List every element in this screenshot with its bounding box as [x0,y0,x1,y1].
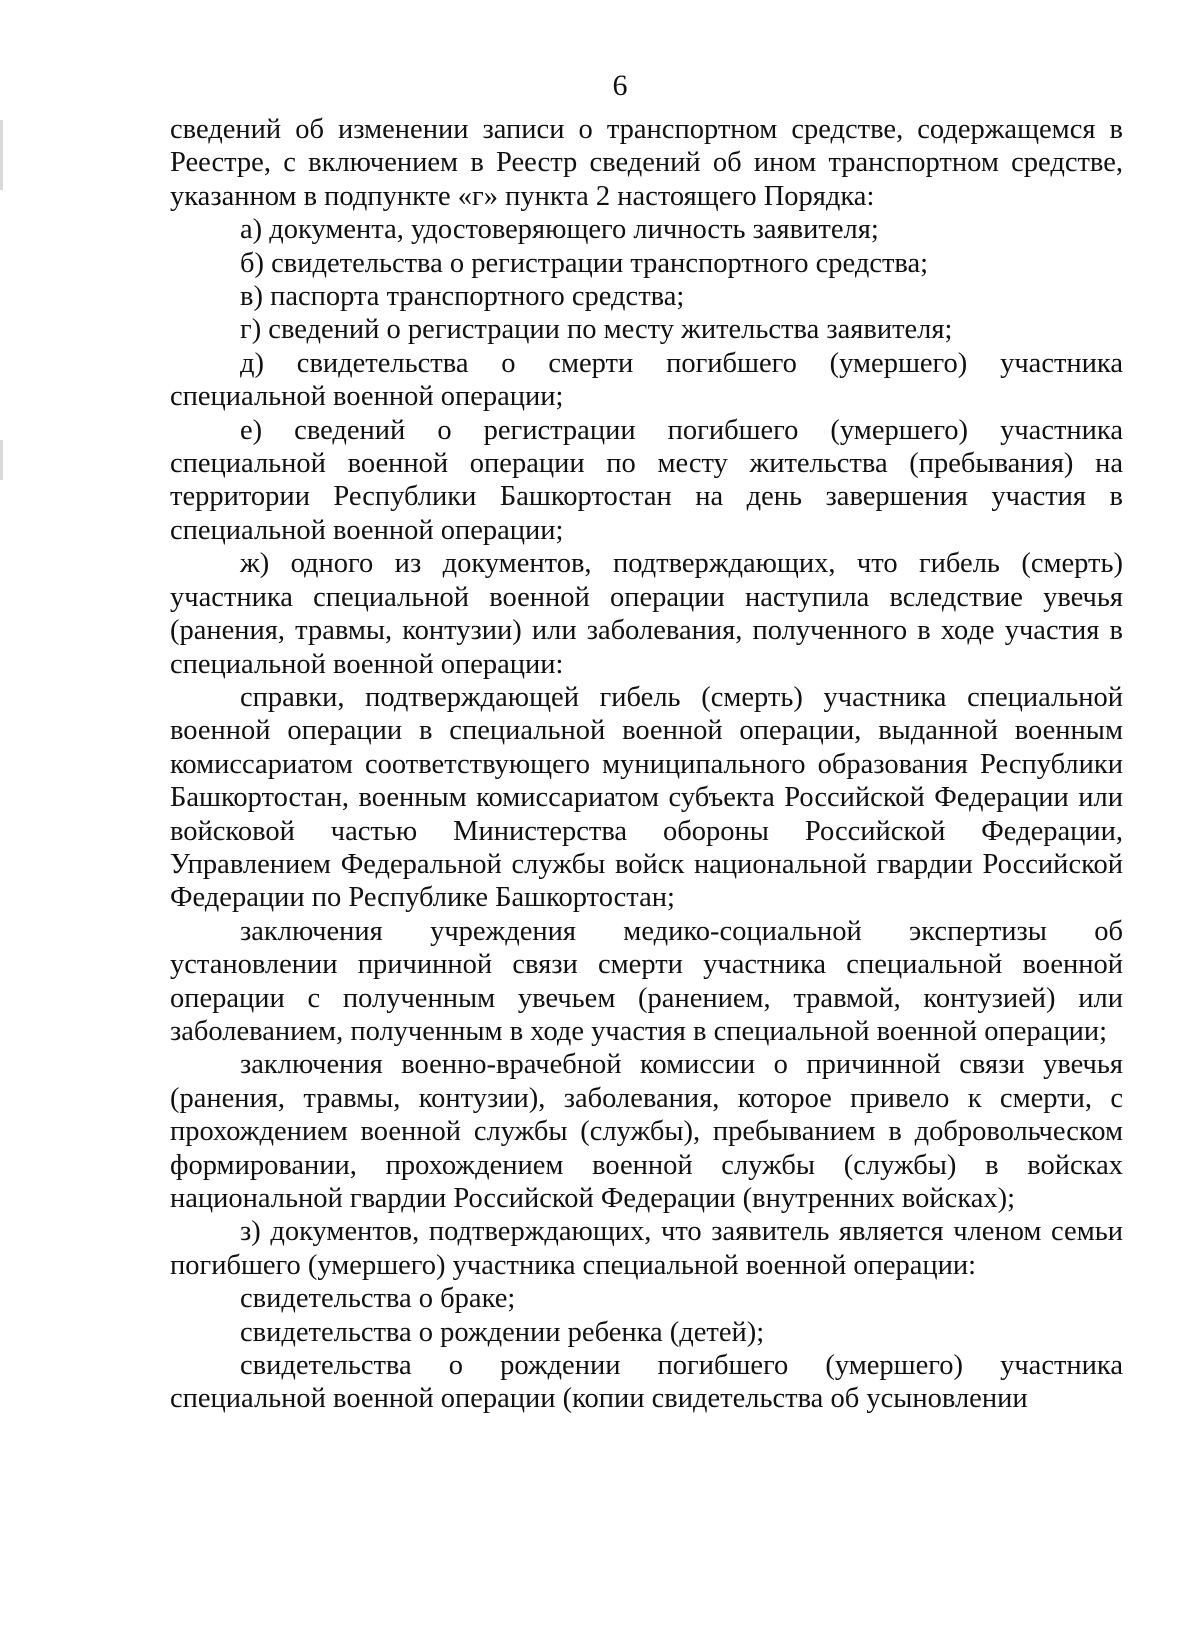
scan-edge-mark [0,440,3,480]
sub-item-mse-conclusion: заключения учреждения медико-социальной экспертизы об установлении причинной связи смерти участника специальной военной операции с полученным увечьем (ранением, травмой, контузией) или заболеванием, полученным в ходе участия в специальной военной операции; [170,915,1123,1047]
sub-item-certificate: справки, подтверждающей гибель (смерть) участника специальной военной операции в специальной военной операции, выданной военным комиссариатом соответствующего муниципального образования Республики Башкортостан, военным комиссариатом субъекта Российской Федерации или войсковой частью Министерства обороны Российской Федерации, Управлением Федеральной службы войск национальной гвардии Российской Федерации по Республике Башкортостан; [170,681,1123,914]
list-item-d: д) свидетельства о смерти погибшего (умершего) участника специальной военной операции; [170,347,1123,413]
document-body [170,113,1123,1416]
sub-item-vvk-conclusion: заключения военно-врачебной комиссии о причинной связи увечья (ранения, травмы, контузии), заболевания, которое привело к смерти, с прохождением военной службы (службы), пребыванием в добровольческом формировании, прохождением военной службы (службы) в войсках национальной гвардии Российской Федерации (внутренних войсках); [170,1049,1123,1214]
sub-item-marriage: свидетельства о браке; [240,1283,516,1315]
sub-item-child-birth: свидетельства о рождении ребенка (детей); [240,1316,765,1348]
list-item-zh: ж) одного из документов, подтверждающих, что гибель (смерть) участника специальной военной операции наступила вследствие увечья (ранения, травмы, контузии) или заболевания, полученного в ходе участия в специальной военной операции: [170,548,1123,680]
list-item-a: а) документа, удостоверяющего личность заявителя; [240,214,879,246]
page-number: 6 [612,69,628,102]
list-item-e: е) сведений о регистрации погибшего (умершего) участника специальной военной операции по месту жительства (пребывания) на территории Республики Башкортостан на день завершения участия в специальной военной операции; [170,414,1123,546]
list-item-g: г) сведений о регистрации по месту жительства заявителя; [240,314,953,346]
sub-item-participant-birth: свидетельства о рождении погибшего (умершего) участника специальной военной операции (копии свидетельства об усыновлении [170,1350,1123,1415]
scan-edge-mark [0,120,3,190]
list-item-z: з) документов, подтверждающих, что заявитель является членом семьи погибшего (умершего) участника специальной военной операции: [170,1216,1123,1281]
list-item-b: б) свидетельства о регистрации транспортного средства; [240,247,929,279]
list-item-v: в) паспорта транспортного средства; [240,281,685,313]
paragraph: сведений об изменении записи о транспортном средстве, содержащемся в Реестре, с включением в Реестр сведений об ином транспортном средстве, указанном в подпункте «г» пункта 2 настоящего Порядка: [170,114,1123,212]
